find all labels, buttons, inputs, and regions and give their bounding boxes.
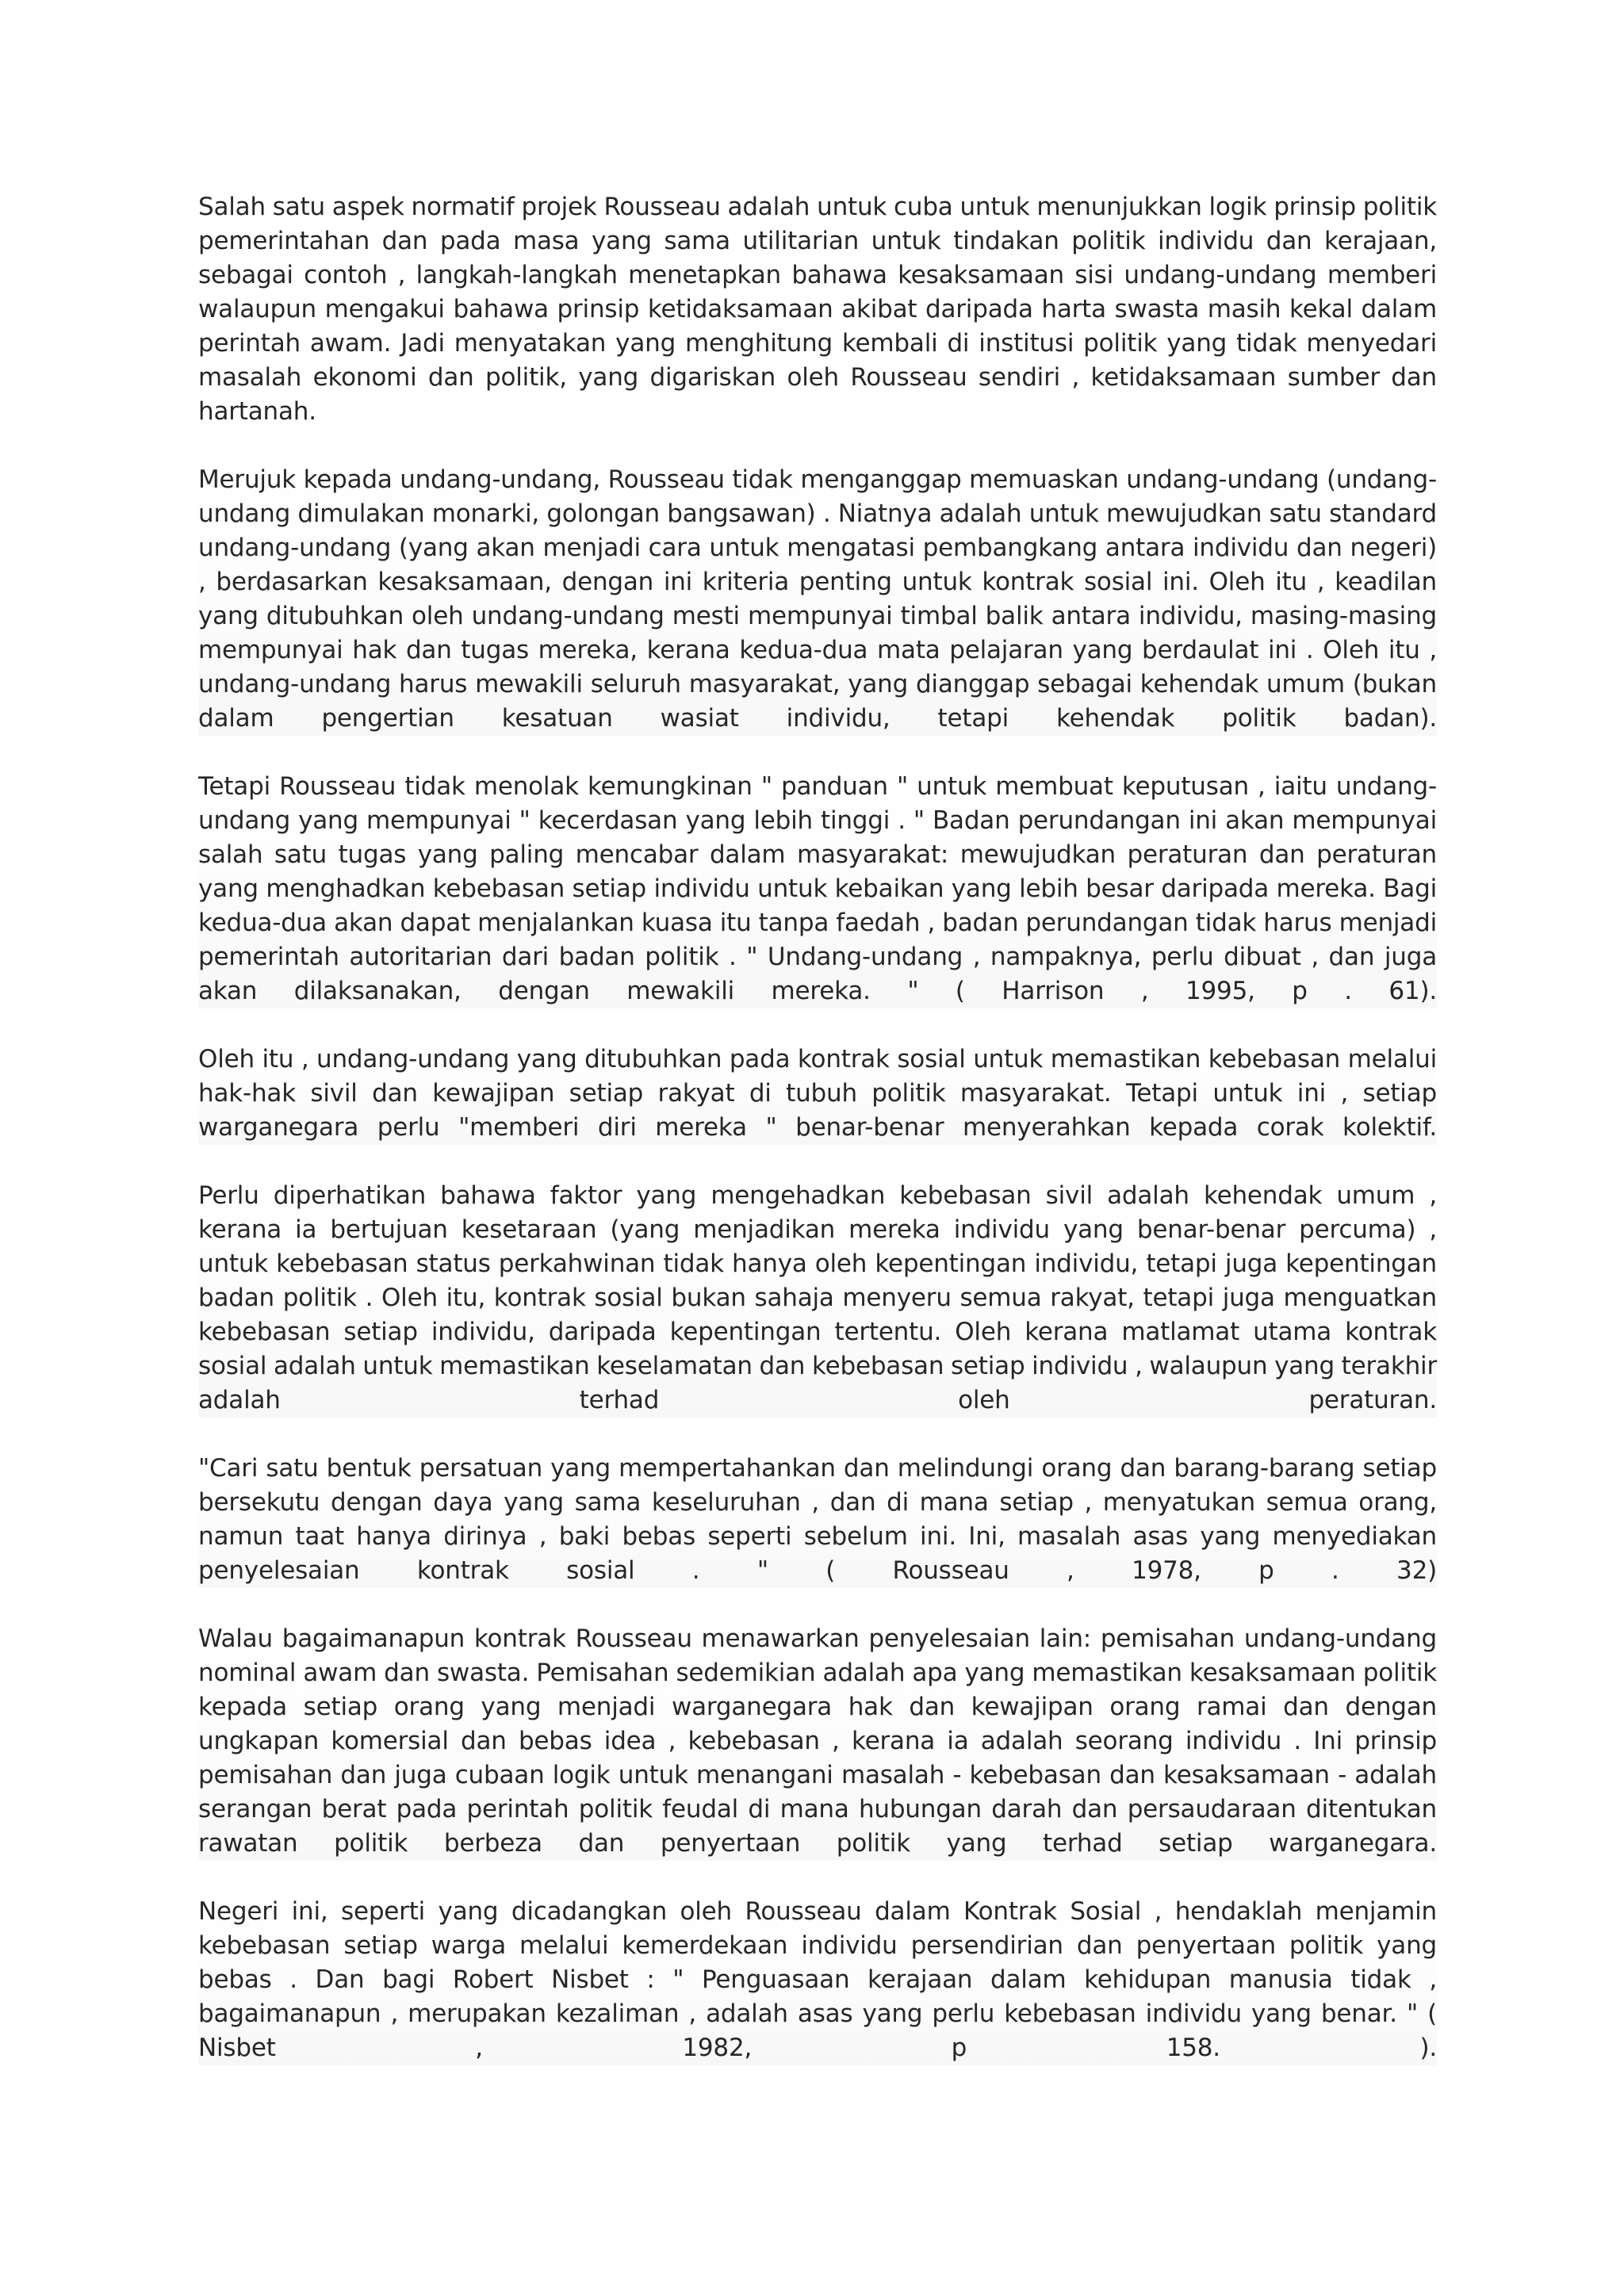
paragraph-1: Salah satu aspek normatif projek Rousseau adalah untuk cuba untuk menunjukkan logik prinsip politik pemerintahan dan pada masa yang sama utilitarian untuk tindakan politik individu dan kerajaan, sebagai contoh , langkah-langkah menetapkan bahawa kesaksamaan sisi undang-undang memberi walaupun mengakui bahawa prinsip ketidaksamaan akibat daripada harta swasta masih kekal dalam perintah awam. Jadi menyatakan yang menghitung kembali di institusi politik yang tidak menyedari masalah ekonomi dan politik, yang digariskan oleh Rousseau sendiri , ketidaksamaan sumber dan hartanah.	[198, 193, 1437, 426]
document-page	[198, 190, 1437, 2065]
paragraph-5: Perlu diperhatikan bahawa faktor yang mengehadkan kebebasan sivil adalah kehendak umum , kerana ia bertujuan kesetaraan (yang menjadikan mereka individu yang benar-benar percuma) , untuk kebebasan status perkahwinan tidak hanya oleh kepentingan individu, tetapi juga kepentingan badan politik . Oleh itu, kontrak sosial bukan sahaja menyeru semua rakyat, tetapi juga menguatkan kebebasan setiap individu, daripada kepentingan tertentu. Oleh kerana matlamat utama kontrak sosial adalah untuk memastikan keselamatan dan kebebasan setiap individu , walaupun yang terakhir adalah terhad oleh peraturan.	[198, 1179, 1437, 1418]
paragraph-4: Oleh itu , undang-undang yang ditubuhkan pada kontrak sosial untuk memastikan kebebasan melalui hak-hak sivil dan kewajipan setiap rakyat di tubuh politik masyarakat. Tetapi untuk ini , setiap warganegara perlu "memberi diri mereka " benar-benar menyerahkan kepada corak kolektif.	[198, 1043, 1437, 1145]
paragraph-2: Merujuk kepada undang-undang, Rousseau tidak menganggap memuaskan undang-undang (undang-undang dimulakan monarki, golongan bangsawan) . Niatnya adalah untuk mewujudkan satu standard undang-undang (yang akan menjadi cara untuk mengatasi pembangkang antara individu dan negeri) , berdasarkan kesaksamaan, dengan ini kriteria penting untuk kontrak sosial ini. Oleh itu , keadilan yang ditubuhkan oleh undang-undang mesti mempunyai timbal balik antara individu, masing-masing mempunyai hak dan tugas mereka, kerana kedua-dua mata pelajaran yang berdaulat ini . Oleh itu , undang-undang harus mewakili seluruh masyarakat, yang dianggap sebagai kehendak umum (bukan dalam pengertian kesatuan wasiat individu, tetapi kehendak politik badan).	[198, 463, 1437, 736]
paragraph-6: "Cari satu bentuk persatuan yang mempertahankan dan melindungi orang dan barang-barang setiap bersekutu dengan daya yang sama keseluruhan , dan di mana setiap , menyatukan semua orang, namun taat hanya dirinya , baki bebas seperti sebelum ini. Ini, masalah asas yang menyediakan penyelesaian kontrak sosial . " ( Rousseau , 1978, p . 32)	[198, 1452, 1437, 1588]
paragraph-3: Tetapi Rousseau tidak menolak kemungkinan " panduan " untuk membuat keputusan , iaitu undang-undang yang mempunyai " kecerdasan yang lebih tinggi . " Badan perundangan ini akan mempunyai salah satu tugas yang paling mencabar dalam masyarakat: mewujudkan peraturan dan peraturan yang menghadkan kebebasan setiap individu untuk kebaikan yang lebih besar daripada mereka. Bagi kedua-dua akan dapat menjalankan kuasa itu tanpa faedah , badan perundangan tidak harus menjadi pemerintah autoritarian dari badan politik . " Undang-undang , nampaknya, perlu dibuat , dan juga akan dilaksanakan, dengan mewakili mereka. " ( Harrison , 1995, p . 61).	[198, 770, 1437, 1008]
paragraph-8: Negeri ini, seperti yang dicadangkan oleh Rousseau dalam Kontrak Sosial , hendaklah menjamin kebebasan setiap warga melalui kemerdekaan individu persendirian dan penyertaan politik yang bebas . Dan bagi Robert Nisbet : " Penguasaan kerajaan dalam kehidupan manusia tidak , bagaimanapun , merupakan kezaliman , adalah asas yang perlu kebebasan individu yang benar. " ( Nisbet , 1982, p 158. ).	[198, 1895, 1437, 2065]
paragraph-7: Walau bagaimanapun kontrak Rousseau menawarkan penyelesaian lain: pemisahan undang-undang nominal awam dan swasta. Pemisahan sedemikian adalah apa yang memastikan kesaksamaan politik kepada setiap orang yang menjadi warganegara hak dan kewajipan orang ramai dan dengan ungkapan komersial dan bebas idea , kebebasan , kerana ia adalah seorang individu . Ini prinsip pemisahan dan juga cubaan logik untuk menangani masalah - kebebasan dan kesaksamaan - adalah serangan berat pada perintah politik feudal di mana hubungan darah dan persaudaraan ditentukan rawatan politik berbeza dan penyertaan politik yang terhad setiap warganegara.	[198, 1622, 1437, 1861]
